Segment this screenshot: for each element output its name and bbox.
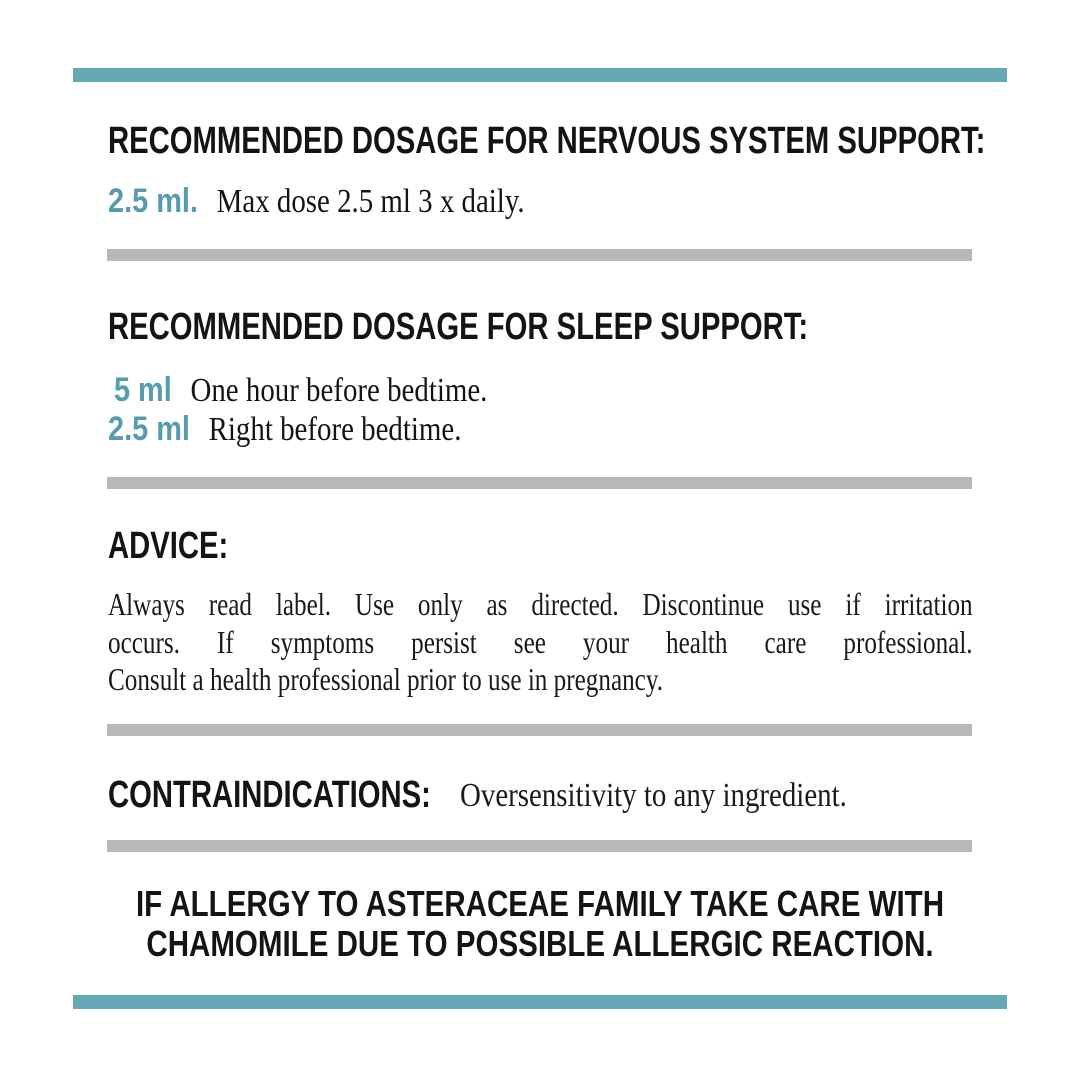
sleep-dose-text-2: Right before bedtime. [208,411,462,448]
advice-line-3: Consult a health professional prior to use in pregnancy. [108,661,664,697]
nervous-dose-value: 2.5 ml. [108,182,198,220]
advice-line-2: occurs. If symptoms persist see your health care professional. [108,623,973,660]
nervous-dose-text: Max dose 2.5 ml 3 x daily. [216,183,525,220]
sleep-dose-row [108,371,487,410]
nervous-support-heading: RECOMMENDED DOSAGE FOR NERVOUS SYSTEM SUPPORT: [108,120,986,162]
sleep-support-heading: RECOMMENDED DOSAGE FOR SLEEP SUPPORT: [108,306,809,348]
bottom-accent-bar [73,995,1007,1009]
top-accent-bar [73,68,1007,82]
contraindications-heading: CONTRAINDICATIONS: [108,774,431,816]
sleep-dose-value-2: 2.5 ml [108,410,190,448]
advice-line-1: Always read label. Use only as directed. Discontinue use if irritation [108,586,973,622]
nervous-dose-row [108,182,525,221]
allergy-warning-line-2: CHAMOMILE DUE TO POSSIBLE ALLERGIC REACTION. [146,923,934,964]
advice-heading: ADVICE: [108,525,229,567]
sleep-dose-value-1: 5 ml [113,371,172,409]
advice-body [108,586,973,699]
contraindications-text: Oversensitivity to any ingredient. [460,777,847,814]
sleep-dose-list [108,371,554,449]
sleep-dose-row [108,410,487,449]
section-divider-1 [107,249,972,261]
allergy-warning-line-1: IF ALLERGY TO ASTERACEAE FAMILY TAKE CARE WITH [135,883,945,924]
section-divider-3 [107,724,972,736]
allergy-warning [0,884,1080,964]
sleep-dose-text-1: One hour before bedtime. [190,372,488,409]
section-divider-2 [107,477,972,489]
section-divider-4 [107,840,972,852]
